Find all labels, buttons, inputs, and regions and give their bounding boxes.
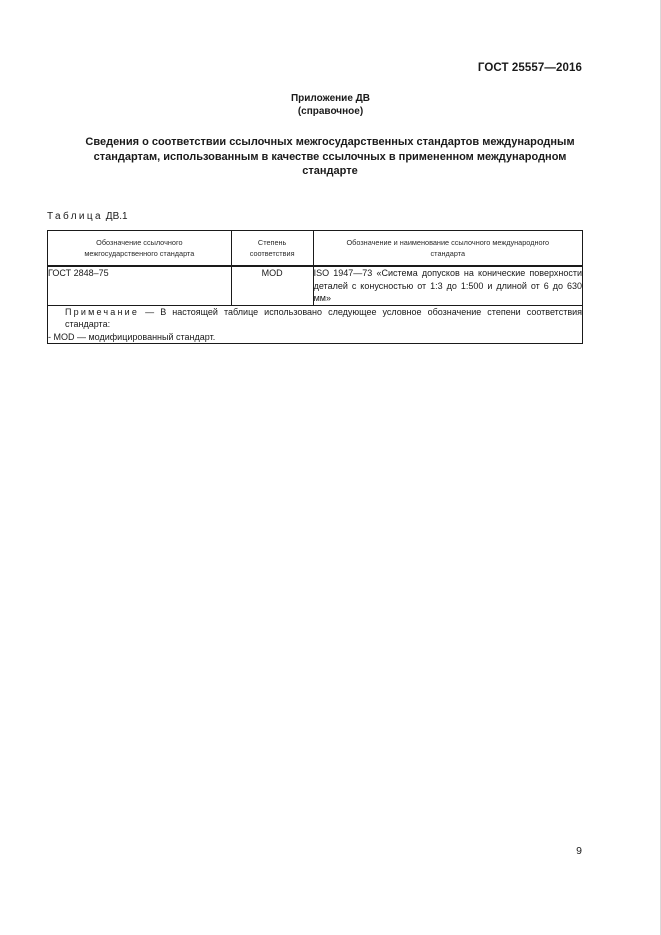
cell-international-standard: ISO 1947—73 «Система допусков на конические поверхности деталей с конусностью от 1:3 до 1:500 и длиной от 6 до 630 мм» <box>313 268 582 303</box>
page-number: 9 <box>576 845 582 857</box>
section-title <box>60 135 600 179</box>
section-title-line: стандартам, использованным в качестве ссылочных в примененном международном <box>93 150 567 163</box>
section-title-line: Сведения о соответствии ссылочных межгосударственных стандартов международным <box>85 136 575 148</box>
column-header-line: Обозначение и наименование ссылочного международного <box>346 238 550 247</box>
table-header-row <box>48 231 583 267</box>
reference-standards-table <box>47 230 583 344</box>
document-number: ГОСТ 25557—2016 <box>477 62 582 74</box>
table-caption-word: Таблица <box>47 211 104 222</box>
column-header-line: соответствия <box>249 249 295 258</box>
note-text <box>48 306 582 331</box>
column-header-line: межгосударственного стандарта <box>84 249 195 258</box>
column-header-line: стандарта <box>430 249 466 258</box>
cell-interstate-standard: ГОСТ 2848–75 <box>48 266 232 305</box>
appendix-subtitle: (справочное) <box>297 106 364 117</box>
column-header-standard <box>48 231 232 267</box>
table-row <box>48 266 583 305</box>
table-note <box>48 305 583 344</box>
appendix-title: Приложение ДВ <box>290 93 371 104</box>
table-caption-number: ДВ.1 <box>103 211 128 222</box>
section-title-line: стандарте <box>302 165 358 177</box>
cell-compliance-degree: MOD <box>231 266 313 305</box>
column-header-degree <box>231 231 313 267</box>
column-header-line: Обозначение ссылочного <box>96 238 183 247</box>
column-header-line: Степень <box>257 238 287 247</box>
appendix-heading <box>0 92 661 118</box>
column-header-international <box>313 231 582 267</box>
note-label: Примечание <box>65 306 140 317</box>
table-note-row <box>48 305 583 344</box>
table-caption <box>47 211 128 222</box>
note-body: — В настоящей таблице использовано следующее условное обозначение степени соответствия стандарта: <box>65 306 582 329</box>
note-item: - MOD — модифицированный стандарт. <box>48 331 216 342</box>
